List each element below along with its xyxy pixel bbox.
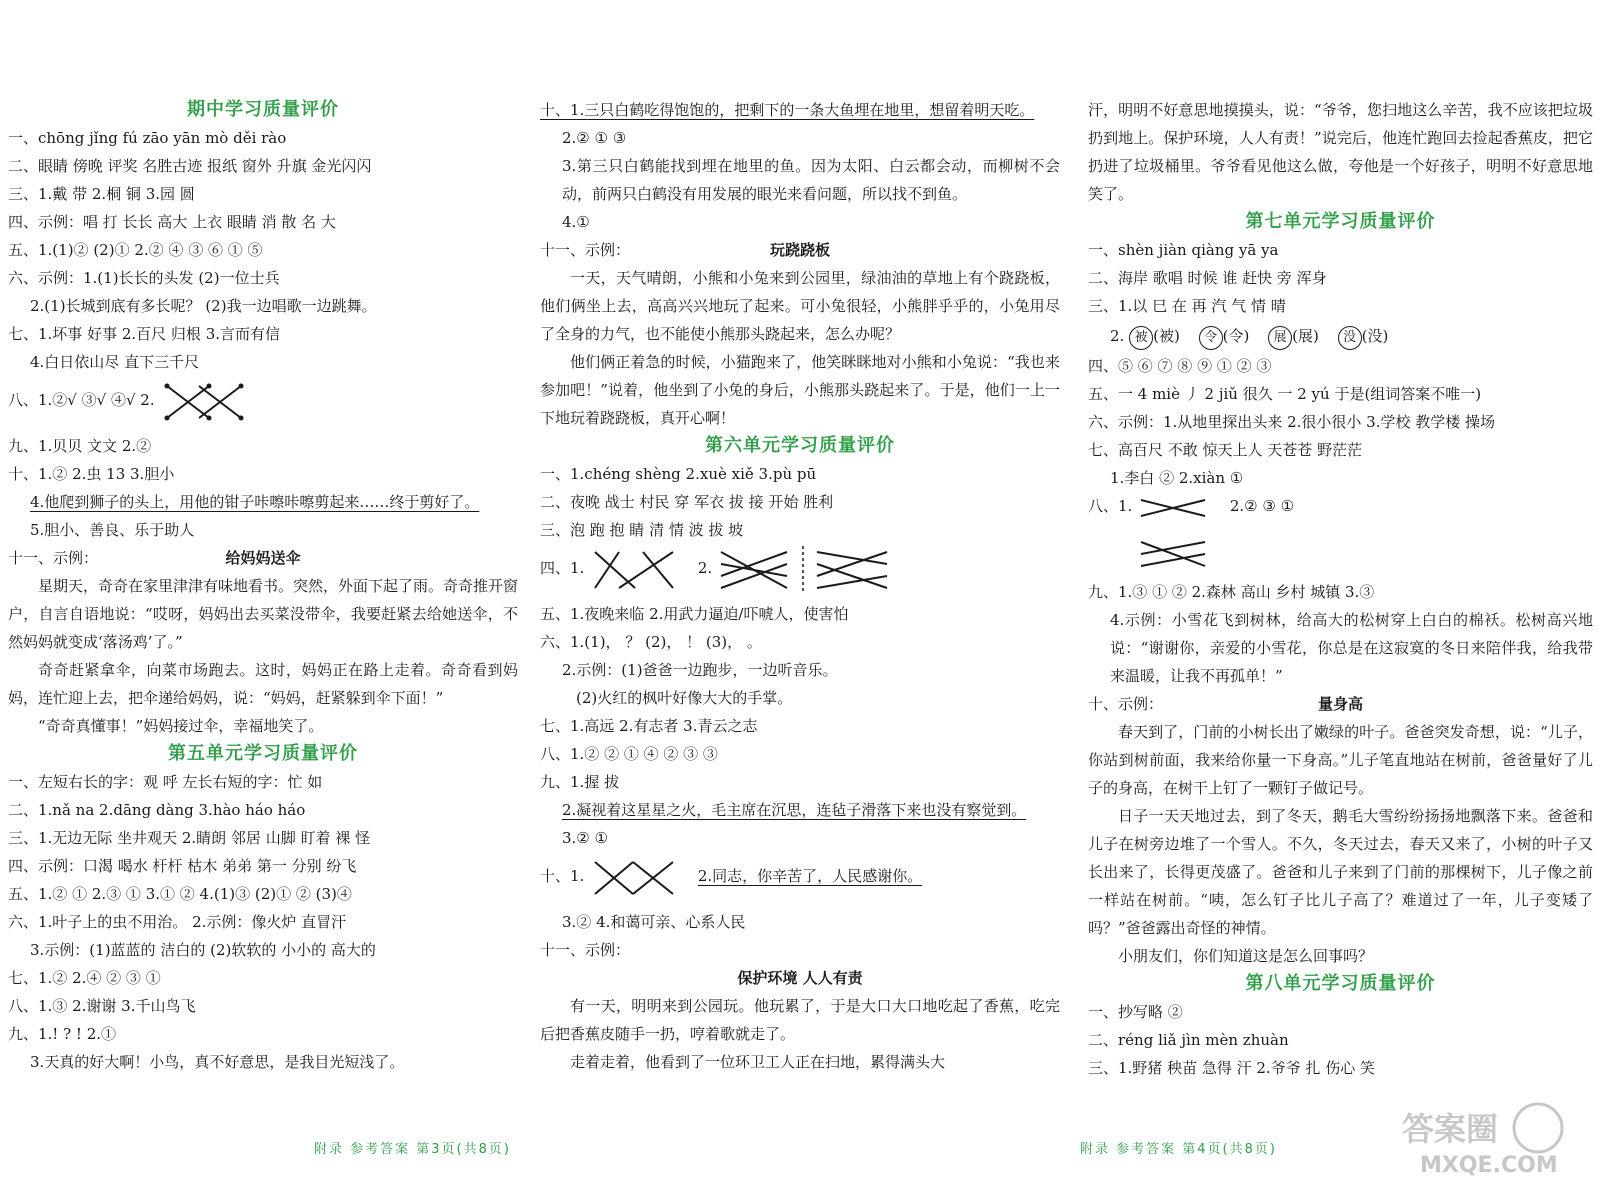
answer-line: 九、1.! ? ! 2.① [8, 1025, 117, 1043]
answer-line: 二、réng liǎ jìn mèn zhuàn [1088, 1031, 1289, 1049]
answer-line: 十、示例： [1088, 695, 1164, 713]
answer-line: 五、1.夜晚来临 2.用武力逼迫/吓唬人，使害怕 [540, 605, 849, 623]
answer-line: 3.天真的好大啊！小鸟，真不好意思，是我目光短浅了。 [30, 1053, 405, 1071]
answer-line: 4.白日依山尽 直下三千尺 [30, 353, 200, 371]
section-title-midterm: 期中学习质量评价 [187, 99, 339, 120]
answer-line: 七、1.高远 2.有志者 3.青云之志 [540, 717, 758, 735]
answer-line: 二、眼睛 傍晚 评奖 名胜古迹 报纸 窗外 升旗 金光闪闪 [8, 157, 372, 175]
answer-text: (令) [1222, 327, 1250, 345]
answer-line: 六、1.叶子上的虫不用治。 2.示例：像火炉 直冒汗 [8, 913, 347, 931]
essay-paragraph: 有一天，明明来到公园玩。他玩累了，于是大口大口地吃起了香蕉，吃完后把香蕉皮随手一扔，哼着歌就走了。 [540, 997, 1060, 1043]
answer-line: 七、1.② 2.④ ② ③ ① [8, 969, 161, 987]
answer-line: 六、1.(1)， ？ (2)， ！ (3)， 。 [540, 633, 762, 651]
column-left [8, 96, 518, 1076]
answer-line: 五、1.② ① 2.③ ① 3.① ② 4.(1)③ (2)① ② (3)④ [8, 885, 352, 903]
answer-line: 五、1.(1)② (2)① 2.② ④ ③ ⑥ ① ⑤ [8, 241, 263, 259]
answer-line: 三、1.以 巳 在 再 汽 气 情 晴 [1088, 297, 1286, 315]
answer-text: 八、1. [1088, 497, 1133, 515]
watermark-icon [1398, 1100, 1568, 1178]
answer-line-matching [1088, 492, 1593, 578]
answer-line: 3.② ① [562, 829, 608, 847]
answer-text: 八、1.②√ ③√ ④√ 2. [8, 391, 155, 409]
answer-line: 九、1.③ ① ② 2.森林 高山 乡村 城镇 3.③ [1088, 583, 1375, 601]
answer-line: 2.凝视着这星星之火，毛主席在沉思，连毡子滑落下来也没有察觉到。 [562, 801, 1027, 819]
answer-line: 四、示例：口渴 喝水 杆杆 枯木 弟弟 第一 分别 纷飞 [8, 857, 357, 875]
section-title-unit5: 第五单元学习质量评价 [168, 743, 358, 764]
answer-line: 六、示例：1.从地里探出头来 2.很小很小 3.学校 教学楼 操场 [1088, 413, 1496, 431]
answer-line: 2.② ① ③ [562, 129, 627, 147]
answer-line [1088, 320, 1593, 352]
answer-line: 一、chōng jǐng fú zāo yān mò děi rào [8, 129, 287, 147]
answer-line: 三、泡 跑 抱 睛 清 情 波 拔 坡 [540, 521, 744, 539]
answer-line: 五、一 4 miè 丿 2 jiǔ 很久 一 2 yú 于是(组词答案不唯一) [1088, 385, 1482, 403]
essay-paragraph: 一天，天气晴朗，小熊和小兔来到公园里，绿油油的草地上有个跷跷板，他们俩坐上去，高高兴兴地玩了起来。可小兔很轻，小熊胖乎乎的，小兔用尽了全身的力气，也不能使小熊那头跷起来，怎么办呢？ [540, 269, 1060, 343]
answer-line: 三、1.野猪 秧苗 急得 汗 2.爷爷 扎 伤心 笑 [1088, 1059, 1376, 1077]
answer-line: 2.(1)长城到底有多长呢？ (2)我一边唱歌一边跳舞。 [30, 297, 377, 315]
essay-paragraph: “奇奇真懂事！”妈妈接过伞，幸福地笑了。 [38, 717, 324, 735]
answer-line: 3.第三只白鹤能找到埋在地里的鱼。因为太阳、白云都会动，而柳树不会动，前两只白鹤没有用发展的眼光来看问题，所以找不到鱼。 [562, 157, 1060, 203]
answer-line: 八、1.② ② ① ④ ② ③ ③ [540, 745, 718, 763]
watermark-text: 答案圈 [1402, 1110, 1499, 1148]
matching-lines-figure [589, 544, 679, 594]
answer-line: 六、示例：1.(1)长长的头发 (2)一位士兵 [8, 269, 280, 287]
answer-line: 十一、示例： [540, 241, 631, 259]
answer-text: 2. [1110, 327, 1125, 345]
essay-title: 玩跷跷板 [769, 241, 830, 259]
answer-line: 一、抄写略 ② [1088, 1003, 1183, 1021]
answer-text: 2.同志，你辛苦了，人民感谢你。 [697, 867, 923, 885]
essay-paragraph: 奇奇赶紧拿伞，向菜市场跑去。这时，妈妈正在路上走着。奇奇看到妈妈，连忙迎上去，把伞递给妈妈，说：“妈妈，赶紧躲到伞下面！” [8, 661, 518, 707]
essay-title: 给妈妈送伞 [225, 549, 301, 567]
answer-line: 九、1.贝贝 文文 2.② [8, 437, 152, 455]
answer-line-matching [540, 852, 1060, 908]
answer-line: 一、左短右长的字：观 呼 左长右短的字：忙 如 [8, 773, 323, 791]
watermark-url: MXQE.COM [1420, 1153, 1558, 1178]
answer-line: (2)火红的枫叶好像大大的手掌。 [576, 689, 793, 707]
answer-line: 七、1.坏事 好事 2.百尺 归根 3.言而有信 [8, 325, 281, 343]
circled-character: 被 [1129, 326, 1153, 350]
answer-line: 十一、示例： [8, 549, 99, 567]
answer-line-matching [8, 376, 518, 432]
answer-line: 4.他爬到狮子的头上，用他的钳子咔嚓咔嚓剪起来……终于剪好了。 [30, 493, 480, 511]
matching-lines-figure [717, 544, 907, 594]
page-footer-left: 附录 参考答案 第3页(共8页) [314, 1142, 511, 1157]
section-title-unit7: 第七单元学习质量评价 [1245, 211, 1436, 232]
section-title-unit6: 第六单元学习质量评价 [705, 435, 895, 456]
essay-paragraph: 春天到了，门前的小树长出了嫩绿的叶子。爸爸突发奇想，说：“儿子，你站到树前面，我来给你量一下身高。”儿子笔直地站在树前，爸爸量好了儿子的身高，在树干上钉了一颗钉子做记号。 [1088, 723, 1593, 797]
essay-title: 量身高 [1317, 695, 1363, 713]
answer-line: 4.① [562, 213, 590, 231]
matching-lines-figure [1137, 492, 1211, 572]
circled-character: 没 [1338, 326, 1362, 350]
answer-line: 3.示例：(1)蓝蓝的 洁白的 (2)软软的 小小的 高大的 [30, 941, 376, 959]
answer-line: 一、1.chéng shèng 2.xuè xiě 3.pù pū [540, 465, 817, 483]
essay-paragraph: 星期天，奇奇在家里津津有味地看书。突然，外面下起了雨。奇奇推开窗户，自言自语地说：“哎呀，妈妈出去买菜没带伞，我要赶紧去给她送伞，不然妈妈就变成‘落汤鸡’了。” [8, 577, 519, 651]
answer-line: 5.胆小、善良、乐于助人 [30, 521, 195, 539]
answer-line: 七、高百尺 不敢 惊天上人 天苍苍 野茫茫 [1088, 441, 1363, 459]
answer-line: 一、shèn jiàn qiàng yā ya [1088, 241, 1279, 259]
matching-lines-figure [159, 376, 249, 426]
answer-line: 三、1.戴 带 2.桐 铜 3.园 圆 [8, 185, 195, 203]
answer-line: 三、1.无边无际 坐井观天 2.睛朗 邻居 山脚 盯着 裸 怪 [8, 829, 371, 847]
answer-line: 九、1.握 拔 [540, 773, 620, 791]
essay-paragraph: 走着走着，他看到了一位环卫工人正在扫地，累得满头大 [570, 1053, 946, 1071]
matching-lines-figure [589, 852, 679, 902]
answer-line: 二、1.nǎ na 2.dāng dàng 3.hào háo háo [8, 801, 306, 819]
essay-title: 保护环境 人人有责 [737, 969, 863, 987]
column-middle [540, 96, 1060, 1076]
answer-text: 四、1. [540, 559, 585, 577]
answer-text: (展) [1292, 327, 1319, 345]
answer-line-matching [540, 544, 1060, 600]
answer-line: 二、夜晚 战士 村民 穿 军衣 拔 接 开始 胜利 [540, 493, 834, 511]
essay-paragraph: 小朋友们，你们知道这是怎么回事吗？ [1118, 947, 1374, 965]
answer-text: 2. [697, 559, 713, 577]
answer-text: (被) [1153, 327, 1180, 345]
section-title-unit8: 第八单元学习质量评价 [1245, 973, 1436, 994]
watermark-logo [1398, 1100, 1568, 1178]
answer-line: 4.示例：小雪花飞到树林，给高大的松树穿上白白的棉袄。松树高兴地说：“谢谢你，亲爱的小雪花，你总是在这寂寞的冬日来陪伴我，给我带来温暖，让我不再孤单！” [1110, 611, 1593, 685]
answer-line: 十、1.② 2.虫 13 3.胆小 [8, 465, 175, 483]
page-footer-right: 附录 参考答案 第4页(共8页) [1080, 1142, 1277, 1157]
answer-line: 2.示例：(1)爸爸一边跑步，一边听音乐。 [562, 661, 838, 679]
answer-line: 1.李白 ② 2.xiàn ① [1110, 469, 1244, 487]
circled-character: 展 [1268, 326, 1292, 350]
answer-line: 二、海岸 歌唱 时候 谁 赶快 旁 浑身 [1088, 269, 1327, 287]
essay-paragraph: 汗，明明不好意思地摸摸头，说：“爷爷，您扫地这么辛苦，我不应该把垃圾扔到地上。保护环境，人人有责！”说完后，他连忙跑回去捡起香蕉皮，把它扔进了垃圾桶里。爷爷看见他这么做，夸他是一个好孩子，明明不好意思地笑了。 [1088, 101, 1593, 203]
answer-line: 四、示例：唱 打 长长 高大 上衣 眼睛 消 散 名 大 [8, 213, 336, 231]
answer-line: 3.② 4.和蔼可亲、心系人民 [562, 913, 746, 931]
answer-text: 十、1. [540, 867, 585, 885]
circled-character: 令 [1199, 326, 1223, 350]
answer-text: 2.② ③ ① [1229, 497, 1295, 515]
essay-paragraph: 日子一天天地过去，到了冬天，鹅毛大雪纷纷扬扬地飘落下来。爸爸和儿子在树旁边堆了一个雪人。不久，冬天过去，春天又来了，小树的叶子又长出来了，长得更茂盛了。爸爸和儿子来到了门前的那棵树下，儿子像之前一样站在树前。“咦，怎么钉子比儿子高了？难道过了一年，儿子变矮了吗？”爸爸露出奇怪的神情。 [1088, 807, 1593, 937]
answer-line: 四、⑤ ⑥ ⑦ ⑧ ⑨ ① ② ③ [1088, 357, 1272, 375]
essay-paragraph: 他们俩正着急的时候，小猫跑来了，他笑眯眯地对小熊和小兔说：“我也来参加吧！”说着，他坐到了小兔的身后，小熊那头跷起来了。于是，他们一上一下地玩着跷跷板，真开心啊！ [540, 353, 1060, 427]
column-right [1088, 96, 1593, 1082]
answer-line: 十、1.三只白鹤吃得饱饱的，把剩下的一条大鱼埋在地里，想留着明天吃。 [540, 101, 1035, 119]
answer-line: 八、1.③ 2.谢谢 3.千山鸟飞 [8, 997, 196, 1015]
answer-text: (没) [1361, 327, 1389, 345]
answer-line: 十一、示例： [540, 941, 631, 959]
